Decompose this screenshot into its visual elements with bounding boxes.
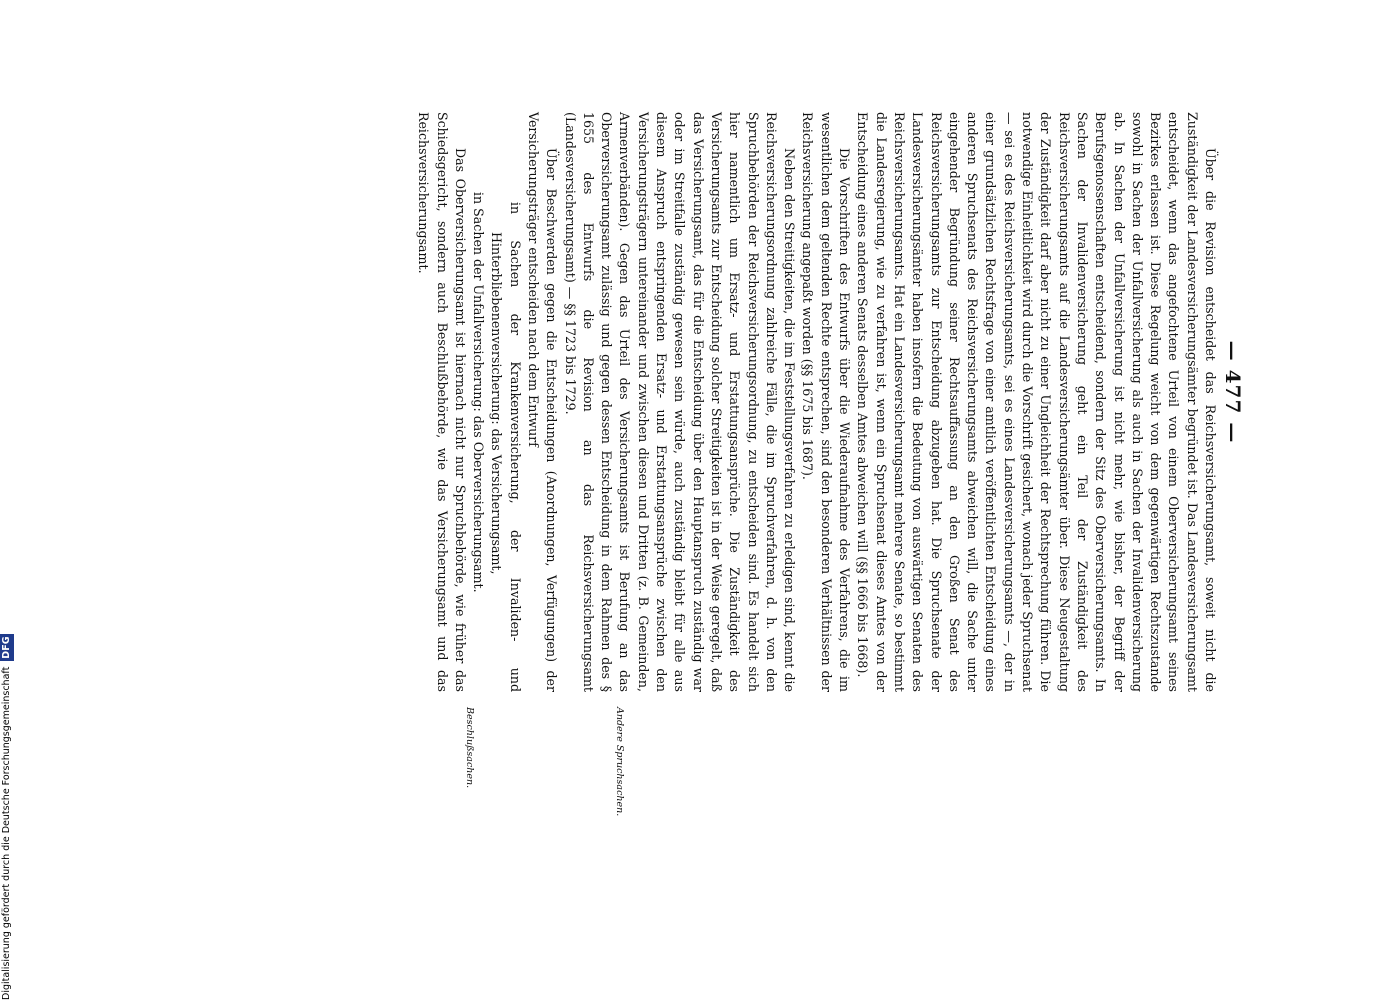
dfg-logo: DFG xyxy=(1,636,12,659)
paragraph-upper-office: Das Oberversicherungsamt ist hiernach nicht nur Spruchbehörde, wie früher das Schiedsgericht, sondern auch Beschlußbehörde, wie das Versicherungsamt und das Reichsversicherungsamt. xyxy=(416,112,468,692)
rotated-page-content xyxy=(145,112,1245,892)
margin-note-other-cases: Andere Spruchsachen. xyxy=(614,707,625,817)
list-item-accident: in Sachen der Unfallversicherung: das Oberversicherungsamt. xyxy=(471,192,487,593)
digitization-footer xyxy=(0,0,14,1000)
paragraph-reopening: Die Vorschriften des Entwurfs über die Wiederaufnahme des Verfahrens, die im wesentlichen dem geltenden Rechte entsprechen, sind den besonderen Verhältnissen der Reichsversicherung angepaßt worden (§§ 1675 bis 1687). xyxy=(800,112,853,692)
digitization-notice: Digitalisierung gefördert durch die Deutsche Forschungsgemeinschaft xyxy=(1,666,12,1000)
paragraph-revision: Über die Revision entscheidet das Reichsversicherungsamt, soweit nicht die Zuständigkeit der Landesversicherungsämter begründet ist. Das Landesversicherungsamt entscheidet, wenn das angefochtene Urteil von einem Oberversicherungsamt seines Bezirkes erlassen ist. Diese Regelung weicht von dem gegenwärtigen Rechtszustande sowohl in Sachen der Unfallversicherung als auch in Sachen der Invalidenversicherung ab. In Sachen der Unfallversicherung ist nicht mehr, wie bisher, der Begriff der Berufsgenossenschaften entscheidend, sondern der Sitz des Oberversicherungsamts. In Sachen der Invalidenversicherung geht ein Teil der Zuständigkeit des Reichsversicherungsamts auf die Landesversicherungsämter über. Diese Neugestaltung der Zuständigkeit darf aber nicht zu einer Ungleichheit der Rechtsprechung führen. Die notwendige Einheitlichkeit wird durch die Vorschrift gesichert, wonach jeder Spruchsenat — sei es des Reichsversicherungsamts, sei es eines Landesversicherungsamts —, der in einer grundsätzlichen Rechtsfrage von einer amtlich veröffentlichten Entscheidung eines anderen Spruchsenats des Reichsversicherungsamts abweichen will, die Sache unter eingehender Begründung seiner Rechtsauffassung an den Großen Senat des Reichsversicherungsamts zur Entscheidung abzugeben hat. Die Spruchsenate der Landesversicherungsämter haben insofern die Bedeutung von auswärtigen Senaten des Reichsversicherungsamts. Hat ein Landesversicherungsamt mehrere Senate, so bestimmt die Landesregierung, wie zu verfahren ist, wenn ein Spruchsenat dieses Amtes von der Entscheidung eines anderen Senats desselben Amtes abweichen will (§§ 1666 bis 1668). xyxy=(855,112,1218,692)
page-body xyxy=(414,112,1219,692)
paragraph-other-disputes: Neben den Streitigkeiten, die im Feststellungsverfahren zu erledigen sind, kennt die Reichsversicherungsordnung zahlreiche Fälle, die im Spruchverfahren, d. h. von den Spruchbehörden der Reichsversicherungsordnung, zu entscheiden sind. Es handelt sich hier namentlich um Ersatz- und Erstattungsansprüche. Die Zuständigkeit des Versicherungsamts zur Entscheidung solcher Streitigkeiten ist in der Weise geregelt, daß das Versicherungsamt, das für die Entscheidung über den Hauptanspruch zuständig war oder im Streitfalle zuständig gewesen sein würde, auch zuständig bleibt für alle aus diesem Anspruch entspringenden Ersatz- und Erstattungsansprüche zwischen den Versicherungsträgern untereinander und zwischen diesen und Dritten (z. B. Gemeinden, Armenverbänden). Gegen das Urteil des Versicherungsamts ist Berufung an das Oberversicherungsamt zulässig und gegen dessen Entscheidung in dem Rahmen des § 1655 des Entwurfs die Revision an das Reichsversicherungsamt (Landesversicherungsamt) — §§ 1723 bis 1729. xyxy=(562,112,798,692)
paragraph-complaints: Über Beschwerden gegen die Entscheidungen (Anordnungen, Verfügungen) der Versicherungsträger entscheiden nach dem Entwurf xyxy=(526,112,560,692)
page-number: — 477 — xyxy=(1221,340,1245,444)
list-item-health-invalidity: in Sachen der Krankenversicherung, der Invaliden- und Hinterbliebenenversicherung: das Versicherungsamt, xyxy=(489,202,523,692)
margin-note-resolution-cases: Beschlußsachen. xyxy=(464,707,475,789)
